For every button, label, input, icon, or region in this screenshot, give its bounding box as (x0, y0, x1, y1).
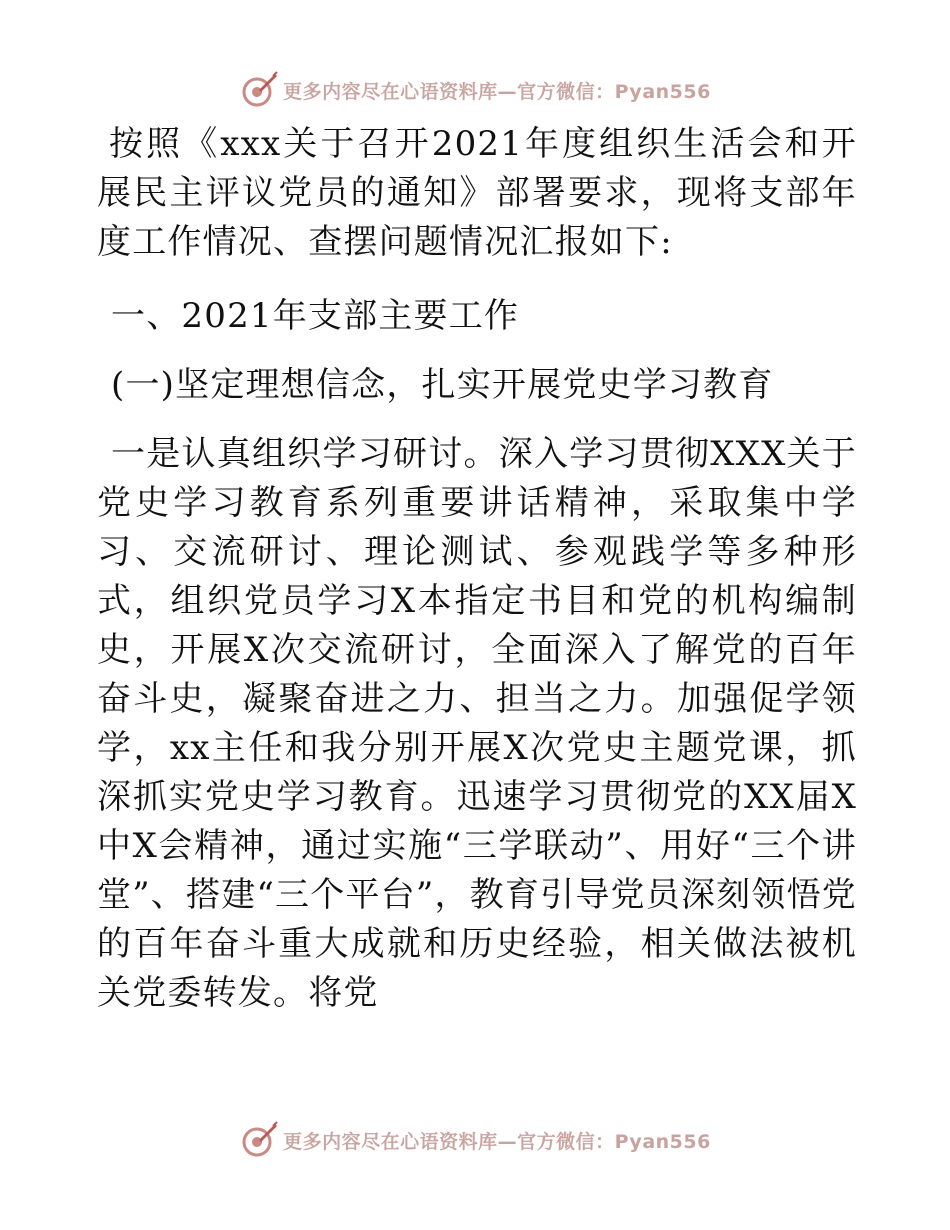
footer-banner-text: 更多内容尽在心语资料库—官方微信：Pyan556 (283, 1130, 711, 1153)
header-banner (0, 70, 950, 110)
document-body (97, 120, 857, 1018)
section-title: 一、2021年支部主要工作 (111, 296, 520, 336)
quill-seal-icon (239, 70, 279, 110)
header-banner-text: 更多内容尽在心语资料库—官方微信：Pyan556 (283, 80, 711, 103)
quill-seal-icon (239, 1120, 279, 1160)
footer-banner (0, 1120, 950, 1160)
subsection-title: (一)坚定理想信念，扎实开展党史学习教育 (111, 365, 774, 405)
body-paragraph: 一是认真组织学习研讨。深入学习贯彻XXX关于党史学习教育系列重要讲话精神，采取集中学习、交流研讨、理论测试、参观践学等多种形式，组织党员学习X本指定书目和党的机构编制史，开展X次交流研讨，全面深入了解党的百年奋斗史，凝聚奋进之力、担当之力。加强促学领学，xx主任和我分别开展X次党史主题党课，抓深抓实党史学习教育。迅速学习贯彻党的XX届X中X会精神，通过实施“三学联动”、用好“三个讲堂”、搭建“三个平台”，教育引导党员深刻领悟党的百年奋斗重大成就和历史经验，相关做法被机关党委转发。将党 (97, 434, 858, 1013)
intro-paragraph: 按照《xxx关于召开2021年度组织生活会和开展民主评议党员的通知》部署要求，现将支部年度工作情况、查摆问题情况汇报如下: (97, 124, 857, 262)
